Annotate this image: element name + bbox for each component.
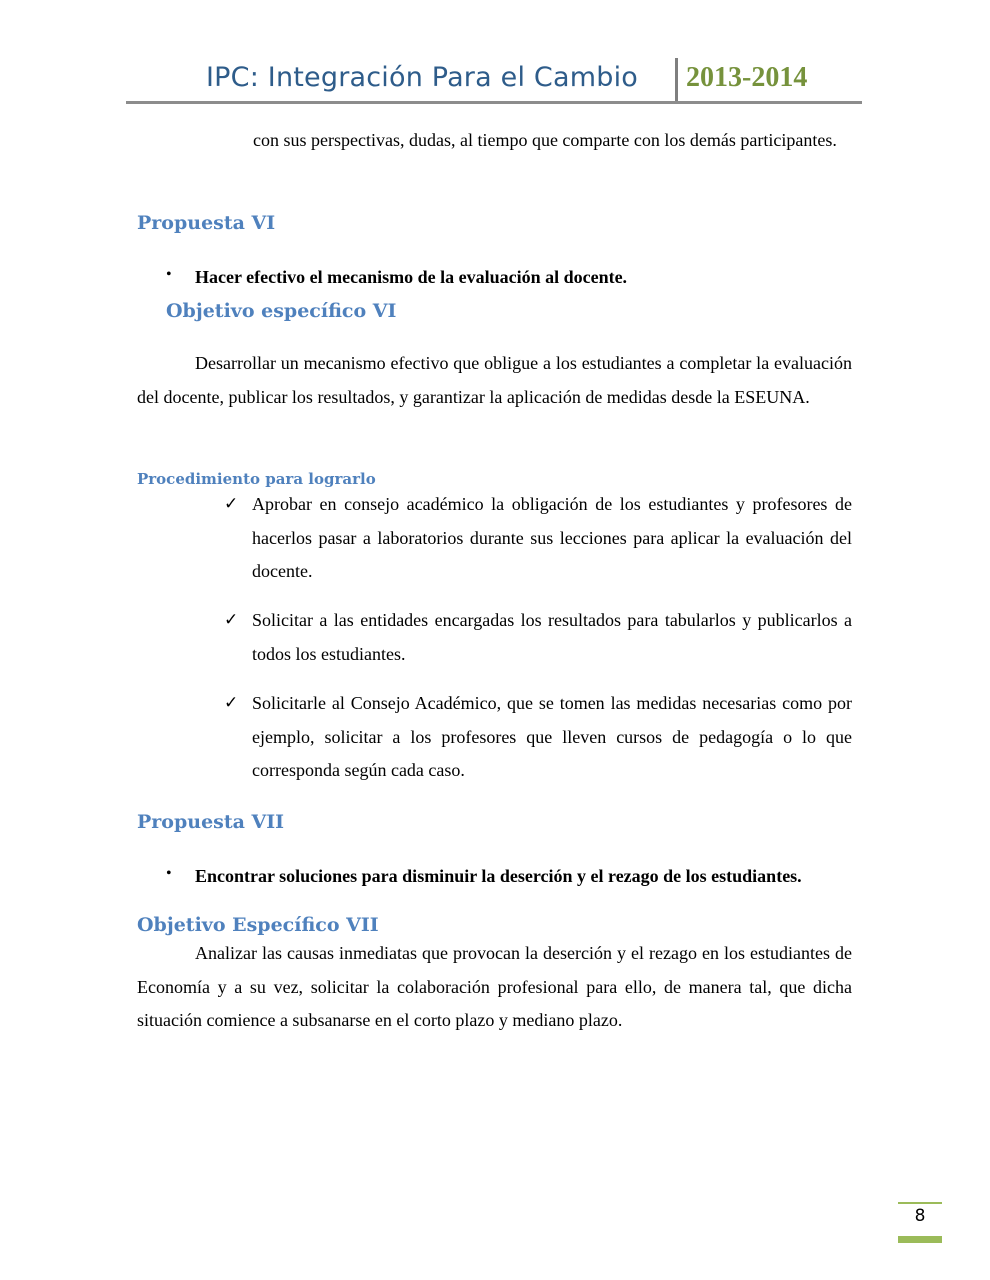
procedimiento-heading: Procedimiento para lograrlo bbox=[137, 470, 376, 488]
objetivo-vi-heading: Objetivo específico VI bbox=[166, 300, 397, 322]
procedure-step bbox=[224, 488, 852, 589]
header-year: 2013-2014 bbox=[686, 62, 808, 93]
intro-continuation-text: con sus perspectivas, dudas, al tiempo que comparte con los demás participantes. bbox=[253, 130, 837, 150]
header-rule bbox=[126, 101, 862, 104]
check-icon: ✓ bbox=[224, 610, 239, 630]
propuesta-vii-heading: Propuesta VII bbox=[137, 811, 285, 833]
propuesta-vi-heading: Propuesta VI bbox=[137, 212, 276, 234]
objetivo-vii-text: Analizar las causas inmediatas que provocan la deserción y el rezago en los estudiantes de Economía y a su vez, solicitar la colaboración profesional para ello, de manera tal, que dicha situación comience a subsanarse en el corto plazo y mediano plazo. bbox=[137, 943, 852, 1030]
procedure-step bbox=[224, 604, 852, 671]
header-divider bbox=[675, 58, 678, 104]
page-number-top-rule bbox=[898, 1202, 942, 1204]
bullet-icon: • bbox=[166, 865, 172, 882]
procedure-step-text: Solicitarle al Consejo Académico, que se tomen las medidas necesarias como por ejemplo, solicitar a los profesores que lleven cursos de pedagogía o lo que corresponda según cada caso. bbox=[252, 693, 852, 780]
procedure-step bbox=[224, 687, 852, 788]
propuesta-vi-bullet-item bbox=[166, 266, 172, 284]
propuesta-vi-bullet-text: Hacer efectivo el mecanismo de la evaluación al docente. bbox=[195, 267, 628, 287]
bullet-icon: • bbox=[166, 266, 172, 283]
objetivo-vi-text: Desarrollar un mecanismo efectivo que obligue a los estudiantes a completar la evaluación del docente, publicar los resultados, y garantizar la aplicación de medidas desde la ESEUNA. bbox=[137, 353, 852, 407]
procedure-step-text: Solicitar a las entidades encargadas los resultados para tabularlos y publicarlos a todos los estudiantes. bbox=[252, 610, 852, 664]
propuesta-vii-bullet-item bbox=[166, 865, 172, 883]
check-icon: ✓ bbox=[224, 494, 239, 514]
propuesta-vii-bullet-text: Encontrar soluciones para disminuir la deserción y el rezago de los estudiantes. bbox=[195, 866, 802, 886]
header-title: IPC: Integración Para el Cambio bbox=[206, 62, 638, 93]
procedure-step-text: Aprobar en consejo académico la obligación de los estudiantes y profesores de hacerlos pasar a laboratorios durante sus lecciones para aplicar la evaluación del docente. bbox=[252, 494, 852, 581]
check-icon: ✓ bbox=[224, 693, 239, 713]
objetivo-vii-heading: Objetivo Específico VII bbox=[137, 914, 379, 936]
page-number: 8 bbox=[914, 1206, 926, 1226]
page-number-bar bbox=[898, 1236, 942, 1243]
